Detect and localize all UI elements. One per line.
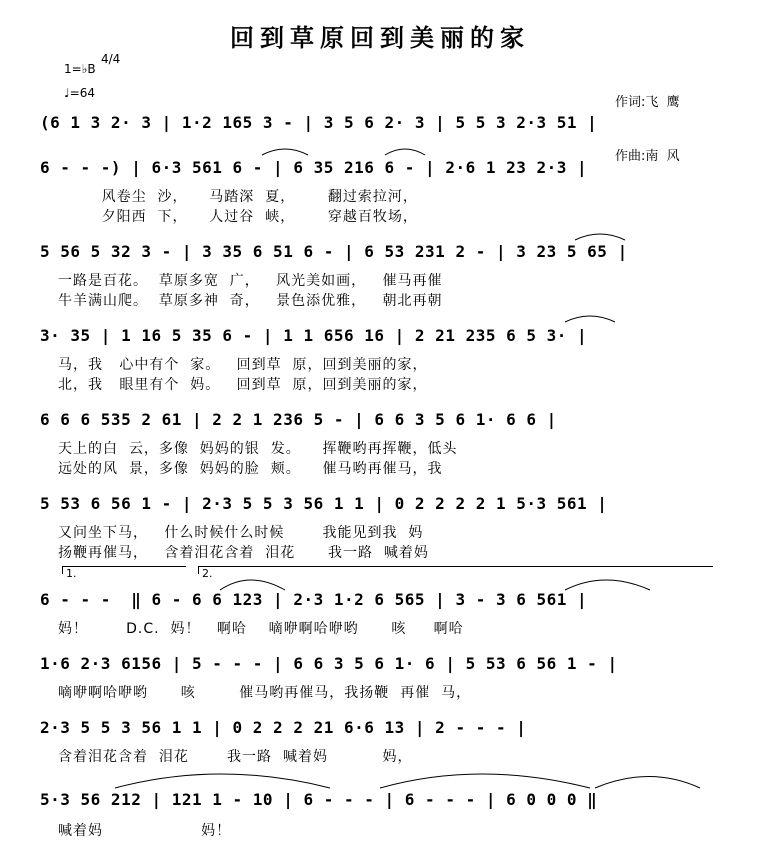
notation-row-4: 3· 35 | 1 16 5 35 6 - | 1 1 656 16 | 2 21 235 6 5 3· | [40,326,588,345]
lyric-row-3b: 牛羊满山爬。 草原多神 奇， 景色添优雅， 朝北再朝 [58,293,443,309]
volta-2-label: 2. [202,567,213,580]
lyric-row-4a: 马，我 心中有个 家。 回到草 原，回到美丽的家， [58,357,428,373]
notation-row-10: 5·3 56 212 | 121 1 - 10 | 6 - - - | 6 - - - | 6 0 0 0 ‖ [40,790,598,809]
slur [565,316,615,322]
lyric-row-10: 喊着妈 妈！ [58,823,232,839]
lyric-row-5a: 天上的白 云，多像 妈妈的银 发。 挥鞭哟再挥鞭，低头 [58,441,458,457]
key-signature: 1=♭B [64,62,96,76]
notation-row-1: (6 1 3 2· 3 | 1·2 165 3 - | 3 5 6 2· 3 | 5 5 3 2·3 51 | [40,113,598,132]
lyricist: 作词:飞 鹰 [615,95,680,110]
slur [115,774,330,788]
lyric-row-5b: 远处的风 景，多像 妈妈的脸 颊。 催马哟再催马，我 [58,461,443,477]
tempo-mark: ♩=64 [64,86,95,100]
lyric-row-8: 嘀咿啊哈咿哟 咳 催马哟再催马，我扬鞭 再催 马， [58,685,472,701]
lyric-row-6b: 扬鞭再催马， 含着泪花含着 泪花 我一路 喊着妈 [58,545,429,561]
notation-row-2: 6 - - -) | 6·3 561 6 - | 6 35 216 6 - | 2·6 1 23 2·3 | [40,158,588,177]
lyric-row-9: 含着泪花含着 泪花 我一路 喊着妈 妈， [58,749,413,765]
volta-1-label: 1. [66,567,77,580]
lyric-row-4b: 北，我 眼里有个 妈。 回到草 原，回到美丽的家， [58,377,428,393]
time-signature: 4/4 [101,52,121,66]
notation-row-8: 1·6 2·3 6156 | 5 - - - | 6 6 3 5 6 1· 6 | 5 53 6 56 1 - | [40,654,618,673]
composer: 作曲:南 风 [615,149,680,164]
song-title: 回到草原回到美丽的家 [230,23,530,52]
slur [380,774,590,788]
slur [575,234,625,240]
slur [385,149,425,155]
slur [262,149,308,155]
notation-row-9: 2·3 5 5 3 56 1 1 | 0 2 2 2 21 6·6 13 | 2 - - - | [40,718,527,737]
lyric-row-6a: 又问坐下马， 什么时候什么时候 我能见到我 妈 [58,525,424,541]
notation-row-7: 6 - - - ‖ 6 - 6 6 123 | 2·3 1·2 6 565 | 3 - 3 6 561 | [40,590,588,609]
notation-row-3: 5 56 5 32 3 - | 3 35 6 51 6 - | 6 53 231 2 - | 3 23 5 65 | [40,242,628,261]
slur [220,580,285,590]
lyric-row-2b: 夕阳西 下， 人过谷 峡， 穿越百牧场， [58,209,418,225]
notation-row-6: 5 53 6 56 1 - | 2·3 5 5 3 56 1 1 | 0 2 2 2 2 1 5·3 561 | [40,494,608,513]
lyric-row-2a: 风卷尘 沙， 马踏深 夏， 翻过索拉河， [58,189,418,205]
slur [595,777,700,789]
lyric-row-7: 妈！ D.C. 妈！ 啊哈 嘀咿啊哈咿哟 咳 啊哈 [58,621,464,637]
lyric-row-3a: 一路是百花。 草原多宽 广， 风光美如画， 催马再催 [58,273,443,289]
notation-row-5: 6 6 6 535 2 61 | 2 2 1 236 5 - | 6 6 3 5 6 1· 6 6 | [40,410,557,429]
slur [565,580,650,590]
